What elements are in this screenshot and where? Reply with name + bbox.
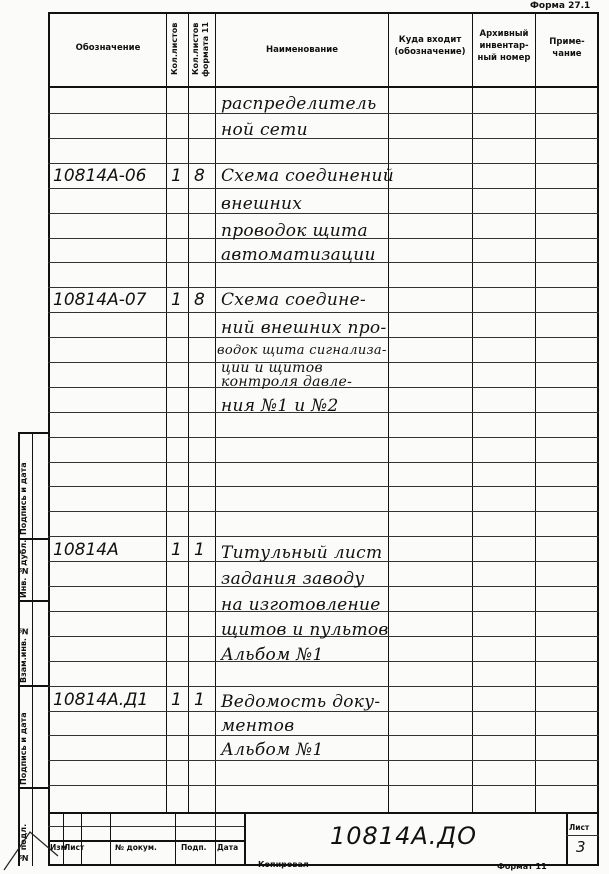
table-row-line bbox=[48, 437, 599, 438]
stamp-sheet-label: Лист bbox=[569, 823, 590, 832]
table-row-line bbox=[48, 138, 599, 139]
table-row-line bbox=[48, 362, 599, 363]
entry-3-name-line-5: контроля давле- bbox=[221, 374, 353, 390]
table-row-line bbox=[48, 536, 599, 537]
entry-4-name-line-4: щитов и пультов bbox=[221, 620, 389, 640]
header-where-used: Куда входит (обозначение) bbox=[394, 35, 466, 57]
entry-3-name-line-3: водок щита сигнализа- bbox=[217, 343, 387, 358]
entry-2-format: 8 bbox=[194, 166, 205, 186]
stamp-data: Дата bbox=[217, 843, 239, 852]
header-note: Приме-чание bbox=[549, 37, 585, 59]
entry-5-format: 1 bbox=[194, 690, 205, 710]
entry-1-name-line-2: ной сети bbox=[221, 120, 308, 140]
entry-5-sheets: 1 bbox=[171, 690, 182, 710]
entry-4-code: 10814А bbox=[53, 540, 119, 560]
entry-1-name-line-1: распределитель bbox=[221, 94, 377, 114]
table-row-line bbox=[48, 735, 599, 736]
entry-3-name-line-6: ния №1 и №2 bbox=[221, 396, 339, 416]
table-row-line bbox=[48, 760, 599, 761]
table-row-line bbox=[48, 287, 599, 288]
header-name: Наименование bbox=[266, 45, 338, 55]
entry-4-name-line-5: Альбом №1 bbox=[221, 645, 324, 665]
stamp-podp: Подп. bbox=[181, 843, 207, 852]
entry-4-name-line-2: задания заводу bbox=[221, 569, 365, 589]
table-row-line bbox=[48, 312, 599, 313]
table-row-line bbox=[48, 686, 599, 687]
stamp-izm: Изм bbox=[50, 843, 67, 852]
corner-fold-mark bbox=[0, 826, 60, 874]
sheet-number: 3 bbox=[576, 838, 586, 856]
table-row-line bbox=[48, 213, 599, 214]
stamp-list: Лист bbox=[64, 843, 85, 852]
entry-3-name-line-2: ний внешних про- bbox=[221, 318, 387, 338]
side-label-dupl-inv: Инв. №дубл. bbox=[19, 539, 28, 598]
entry-3-sheets: 1 bbox=[171, 290, 182, 310]
header-archive-number: Архивный инвентар-ный номер bbox=[477, 29, 531, 63]
entry-4-name-line-1: Титульный лист bbox=[221, 543, 383, 563]
stamp-doc-no: № докум. bbox=[115, 843, 157, 852]
entry-2-name-line-3: проводок щита bbox=[221, 221, 368, 241]
entry-2-name-line-4: автоматизации bbox=[221, 245, 376, 265]
table-row-line bbox=[48, 511, 599, 512]
table-row-line bbox=[48, 163, 599, 164]
entry-3-name-line-1: Схема соедине- bbox=[221, 290, 367, 310]
table-row-line bbox=[48, 486, 599, 487]
document-frame bbox=[48, 12, 599, 866]
side-label-sign-date: Подпись и дата bbox=[19, 462, 28, 535]
entry-3-name-line-4: ции и щитов bbox=[221, 360, 323, 376]
table-row-line bbox=[48, 188, 599, 189]
footer-copied: Копировал bbox=[258, 860, 309, 869]
table-row-line bbox=[48, 785, 599, 786]
form-label: Форма 27.1 bbox=[530, 1, 591, 11]
entry-2-name-line-1: Схема соединений bbox=[221, 166, 394, 186]
entry-3-code: 10814А-07 bbox=[53, 290, 147, 310]
table-row-line bbox=[48, 462, 599, 463]
footer-format: Формат 11 bbox=[497, 862, 547, 871]
entry-3-format: 8 bbox=[194, 290, 205, 310]
entry-2-sheets: 1 bbox=[171, 166, 182, 186]
header-format11: Кол.листов формата 11 bbox=[191, 21, 210, 77]
document-code: 10814А.ДО bbox=[330, 822, 478, 850]
entry-4-format: 1 bbox=[194, 540, 205, 560]
header-designation: Обозначение bbox=[75, 43, 141, 53]
entry-2-code: 10814А-06 bbox=[53, 166, 147, 186]
entry-5-name-line-2: ментов bbox=[221, 716, 295, 736]
header-sheets-count: Кол.листов bbox=[170, 22, 179, 76]
side-label-orig-inv: № подл. bbox=[19, 823, 28, 862]
entry-5-code: 10814А.Д1 bbox=[53, 690, 149, 710]
entry-4-sheets: 1 bbox=[171, 540, 182, 560]
entry-5-name-line-3: Альбом №1 bbox=[221, 740, 324, 760]
side-label-sign-date-2: Подпись и дата bbox=[19, 712, 28, 785]
entry-2-name-line-2: внешних bbox=[221, 194, 303, 214]
side-label-repl-inv: Взам.инв. № bbox=[19, 626, 28, 683]
entry-4-name-line-3: на изготовление bbox=[221, 595, 381, 615]
entry-5-name-line-1: Ведомость доку- bbox=[221, 692, 381, 712]
